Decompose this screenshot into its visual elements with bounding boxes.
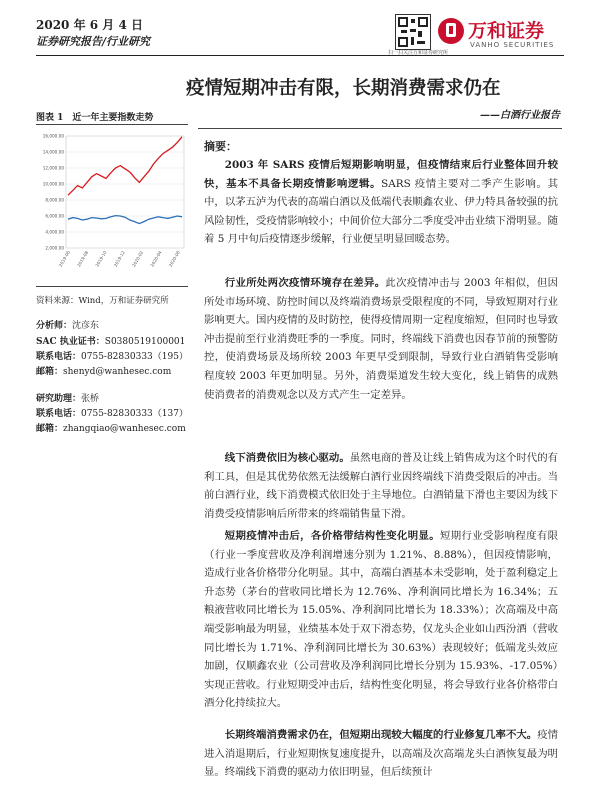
analyst-line: [36, 349, 188, 362]
paragraph-3-text: 虽然电商的普及让线上销售成为这个时代的有利工具，但是其优势依然无法缓解白酒行业因终端线下消费受限后的冲击。当前白酒行业，线下消费模式依旧处于主导地位。白酒销量下滑也主要因为线下消费受疫情影响后所带来的终端销售量下滑。: [204, 452, 559, 520]
paragraph-3: [204, 449, 558, 523]
analyst-key: 邮箱：: [36, 424, 64, 434]
y-tick-label: 2,000.00: [45, 245, 64, 251]
analyst-key: 研究助理：: [36, 394, 82, 404]
header-divider: [36, 55, 564, 56]
paragraph-5: [204, 726, 558, 782]
analyst-value: shenyd@wanhesec.com: [63, 367, 172, 377]
series-line-2: [68, 216, 182, 224]
x-tick-label: 2020-02: [131, 250, 145, 268]
report-type: 证券研究报告/行业研究: [36, 35, 151, 48]
x-tick-label: 2019-06: [57, 250, 71, 268]
analyst-key: 邮箱：: [36, 367, 64, 377]
paragraph-2-text: 此次疫情冲击与 2003 年相似，但因所处市场环境、防控时间以及终端消费场景受限程度的不同，导致短期对行业影响更大。国内疫情的及时防控，使得疫情周期一定程度缩短，但同时也导致冲击提前至行业消费旺季的一季度。同时，终端线下消费也因春节前的预警防控，使消费场景及场所较 2003 年更早受到限制，导致行业白酒销售受影响程度较 2003 年更加明显。另外，消费渠道发生较大变化，线上销售的成熟使消费者的消费观念以及方式产生一定差异。: [204, 277, 558, 401]
index-trend-chart: [36, 130, 188, 280]
analyst-key: 联系电话：: [36, 352, 82, 362]
analyst-value: 张桥: [81, 394, 100, 404]
paragraph-3-lead: 线下消费依旧为核心驱动。: [224, 452, 350, 464]
figure-caption: 图表 1 近一年主要指数走势: [36, 113, 154, 123]
figure-rule-top: [36, 124, 188, 125]
analyst-key: 分析师：: [36, 321, 73, 331]
analyst-line: [36, 364, 171, 377]
figure-rule-bottom: [36, 286, 188, 287]
paragraph-1-text: SARS 疫情主要对二季产生影响。其中，以茅五泸为代表的高端白酒以及低端代表顺鑫农业、伊力特具备较强的抗风险韧性，受疫情影响较小；中间价位大部分二季度受冲击业绩下滑明显。随着 5 月中旬后疫情逐步缓解，行业便呈明显回暖态势。: [204, 177, 558, 246]
qr-code: [395, 14, 431, 50]
report-title: 疫情短期冲击有限，长期消费需求仍在: [186, 78, 501, 99]
report-subtitle: ——白酒行业报告: [480, 110, 560, 121]
analyst-key: SAC 执业证书：: [36, 337, 105, 347]
analyst-line: [36, 334, 185, 347]
paragraph-5-lead: 长期终端消费需求仍在，但短期出现较大幅度的行业修复几率不大。: [224, 729, 538, 741]
chart-frame: [66, 136, 184, 248]
analyst-value: 沈彦东: [72, 321, 100, 331]
paragraph-4: [204, 527, 558, 713]
paragraph-5-text: 疫情进入消退期后，行业短期恢复速度提升，以高端及次高端龙头白酒恢复最为明显。终端线下消费的驱动力依旧明显，但后续预计: [204, 729, 559, 779]
header-date: 2020 年 6 月 4 日: [36, 18, 143, 32]
abstract-heading: 摘要：: [204, 140, 237, 153]
y-tick-label: 6,000.00: [45, 213, 64, 219]
y-tick-label: 12,000.00: [42, 165, 64, 171]
y-tick-label: 10,000.00: [42, 181, 64, 187]
y-tick-label: 4,000.00: [45, 229, 64, 235]
analyst-line: [36, 421, 186, 434]
paragraph-4-lead: 短期疫情冲击后，各价格带结构性变化明显。: [224, 530, 441, 542]
qr-caption: 扫一扫关注万和证券研究所: [388, 50, 449, 56]
y-tick-label: 8,000.00: [45, 197, 64, 203]
x-tick-label: 2019-10: [94, 250, 108, 268]
figure-source: 资料来源：Wind，万和证券研究所: [36, 296, 169, 306]
analyst-line: [36, 318, 99, 331]
series-line-1: [68, 137, 182, 195]
analyst-value: 0755-82830333（137）: [81, 409, 188, 419]
analyst-line: [36, 391, 99, 404]
analyst-value: S0380519100001: [104, 337, 186, 347]
logo-mark-icon: [438, 18, 464, 44]
paragraph-4-text: 短期行业受影响程度有限（行业一季度营收及净利润增速分别为 1.21%、8.88%），但因疫情影响，造成行业各价格带分化明显。其中，高端白酒基本未受影响，处于盈利稳定上升态势（茅台的营收同比增长为 12.76%、净利润同比增长为 16.34%；五粮液营收同比增长为 15.05%、净利润同比增长为 18.33%）；次高端及中高端受影响最为明显，业绩基本处于双下滑态势，仅龙头企业如山西汾酒（营收同比增长为 1.71%、净利润同比增长为 30.63%）表现较好；低端龙头效应加剧，仅顺鑫农业（公司营收及净利润同比增长分别为 15.93%、-17.05%）实现正营收。行业短期受冲击后，结构性变化明显，将会导致行业各价格带白酒分化持续拉大。: [204, 530, 559, 710]
paragraph-2: [204, 274, 558, 404]
analyst-value: 0755-82830333（195）: [81, 352, 188, 362]
x-tick-label: 2020-04: [149, 250, 163, 268]
paragraph-2-lead: 行业所处两次疫情环境存在差异。: [224, 277, 386, 289]
x-tick-label: 2019-12: [112, 250, 126, 268]
x-tick-label: 2019-08: [76, 250, 90, 268]
logo-en: VANHO SECURITIES: [470, 41, 555, 49]
brand-logo: [438, 16, 558, 52]
analyst-value: zhangqiao@wanhesec.com: [63, 424, 186, 434]
paragraph-1: [204, 156, 558, 249]
logo-cn: 万和证券: [468, 20, 545, 42]
analyst-key: 联系电话：: [36, 409, 82, 419]
y-tick-label: 16,000.00: [42, 133, 64, 139]
y-tick-label: 14,000.00: [42, 149, 64, 155]
x-tick-label: 2020-06: [167, 250, 181, 268]
analyst-line: [36, 406, 188, 419]
paragraph-1-lead: 2003 年 SARS 疫情后短期影响明显，但疫情结束后行业整体回升较快，基本不具备长期疫情影响逻辑。: [204, 159, 558, 190]
body-rule-top: [198, 128, 562, 129]
